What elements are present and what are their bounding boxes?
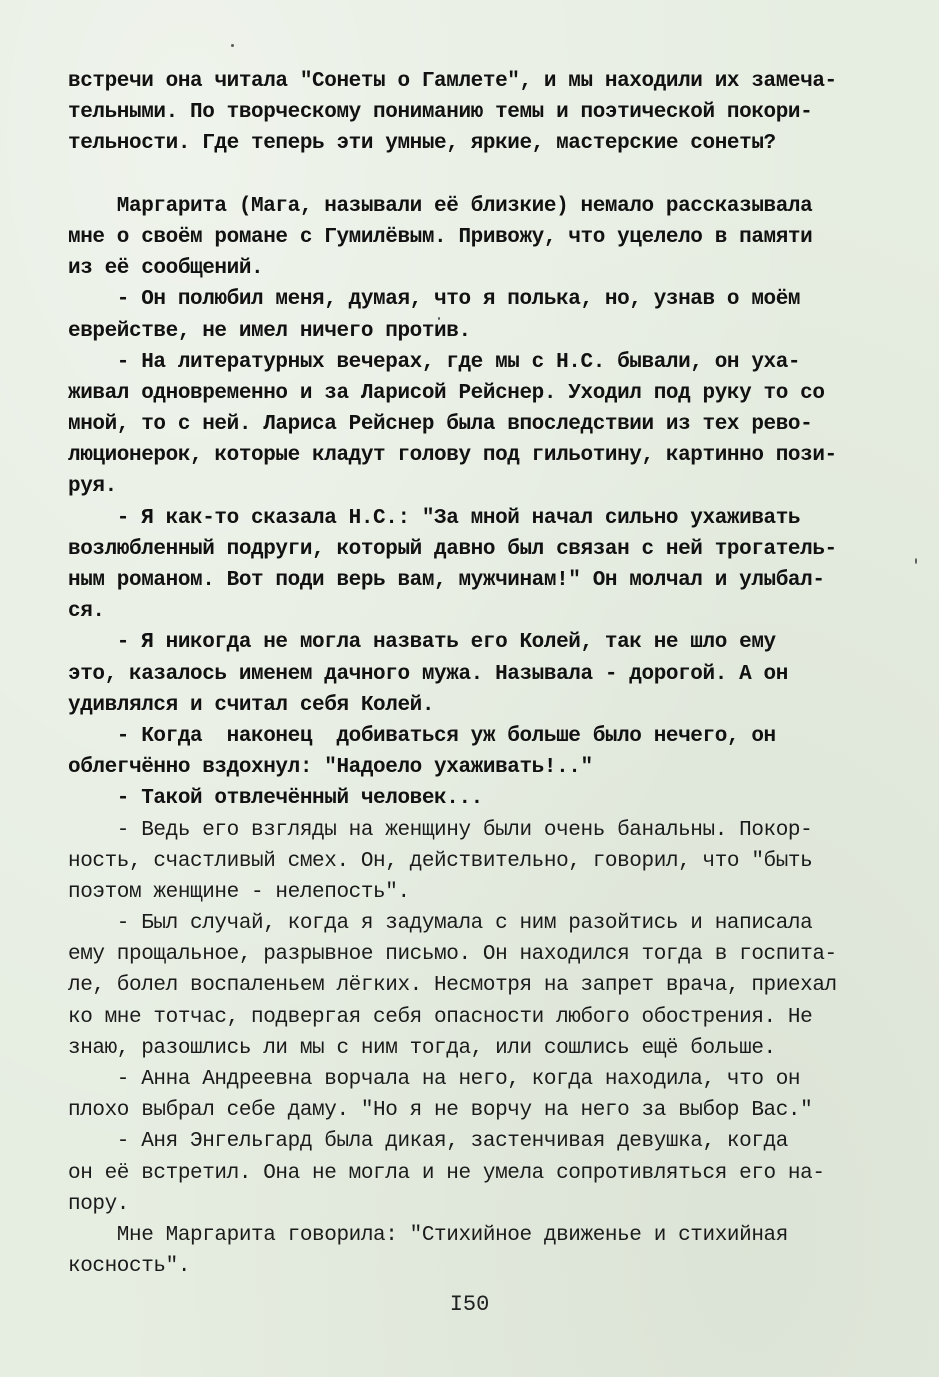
text-line: косность". bbox=[68, 1255, 191, 1279]
text-line: ле, болел воспаленьем лёгких. Несмотря на запрет врача, приехал bbox=[68, 974, 837, 998]
page-body-text bbox=[68, 66, 868, 1282]
text-line: пору. bbox=[68, 1192, 130, 1216]
text-line: - На литературных вечерах, где мы с Н.С. бывали, он уха- bbox=[68, 350, 801, 374]
text-line: облегчённо вздохнул: "Надоело ухаживать!.." bbox=[68, 756, 593, 780]
page-number: I50 bbox=[449, 1292, 490, 1317]
text-line: - Такой отвлечённый человек... bbox=[68, 787, 483, 811]
text-line: мне о своём романе с Гумилёвым. Привожу, что уцелело в памяти bbox=[68, 225, 813, 249]
text-line: возлюбленный подруги, который давно был связан с ней трогатель- bbox=[68, 537, 837, 561]
text-line: поэтом женщине - нелепость". bbox=[68, 880, 410, 904]
paper-speck bbox=[915, 558, 917, 564]
text-line: - Был случай, когда я задумала с ним разойтись и написала bbox=[68, 912, 813, 936]
text-line: люционерок, которые кладут голову под гильотину, картинно пози- bbox=[68, 444, 837, 468]
paper-speck bbox=[231, 44, 234, 47]
text-line: - Он полюбил меня, думая, что я полька, но, узнав о моём bbox=[68, 288, 801, 312]
text-line: удивлялся и считал себя Колей. bbox=[68, 693, 435, 717]
blank-line bbox=[68, 160, 868, 191]
text-line: руя. bbox=[68, 475, 117, 499]
text-line: встречи она читала "Сонеты о Гамлете", и мы находили их замеча- bbox=[68, 70, 837, 93]
text-line: плохо выбрал себе даму. "Но я не ворчу на него за выбор Вас." bbox=[68, 1099, 813, 1123]
text-line: - Когда наконец добиваться уж больше было нечего, он bbox=[68, 724, 776, 748]
text-line: живал одновременно и за Ларисой Рейснер. Уходил под руку то со bbox=[68, 381, 825, 405]
text-line: знаю, разошлись ли мы с ним тогда, или сошлись ещё больше. bbox=[68, 1036, 776, 1060]
text-line: - Я как-то сказала Н.С.: "За мной начал сильно ухаживать bbox=[68, 506, 801, 530]
text-line: тельности. Где теперь эти умные, яркие, мастерские сонеты? bbox=[68, 132, 776, 156]
text-line: ся. bbox=[68, 600, 105, 624]
text-line: это, казалось именем дачного мужа. Называла - дорогой. А он bbox=[68, 662, 788, 686]
text-line: - Анна Андреевна ворчала на него, когда находила, что он bbox=[68, 1068, 801, 1091]
text-line: Мне Маргарита говорила: "Стихийное движенье и стихийная bbox=[68, 1223, 788, 1247]
text-line: Маргарита (Мага, называли её близкие) немало рассказывала bbox=[68, 194, 813, 218]
text-line: еврействе, не имел ничего против. bbox=[68, 319, 471, 343]
text-line: - Аня Энгельгард была дикая, застенчивая девушка, когда bbox=[68, 1130, 788, 1154]
text-line: ко мне тотчас, подвергая себя опасности любого обострения. Не bbox=[68, 1005, 813, 1029]
text-line: - Я никогда не могла назвать его Колей, так не шло ему bbox=[68, 631, 776, 655]
text-line: он её встретил. Она не могла и не умела сопротивляться его на- bbox=[68, 1161, 825, 1185]
text-line: ность, счастливый смех. Он, действительно, говорил, что "быть bbox=[68, 849, 813, 873]
text-line: мной, то с ней. Лариса Рейснер была впоследствии из тех рево- bbox=[68, 413, 813, 437]
text-line: тельными. По творческому пониманию темы и поэтической покори- bbox=[68, 101, 813, 125]
text-line: ным романом. Вот поди верь вам, мужчинам!" Он молчал и улыбал- bbox=[68, 569, 825, 592]
text-line: ему прощальное, разрывное письмо. Он находился тогда в госпита- bbox=[68, 943, 837, 967]
paper-speck bbox=[438, 317, 440, 320]
text-line: - Ведь его взгляды на женщину были очень банальны. Покор- bbox=[68, 818, 813, 842]
text-line: из её сообщений. bbox=[68, 257, 264, 281]
